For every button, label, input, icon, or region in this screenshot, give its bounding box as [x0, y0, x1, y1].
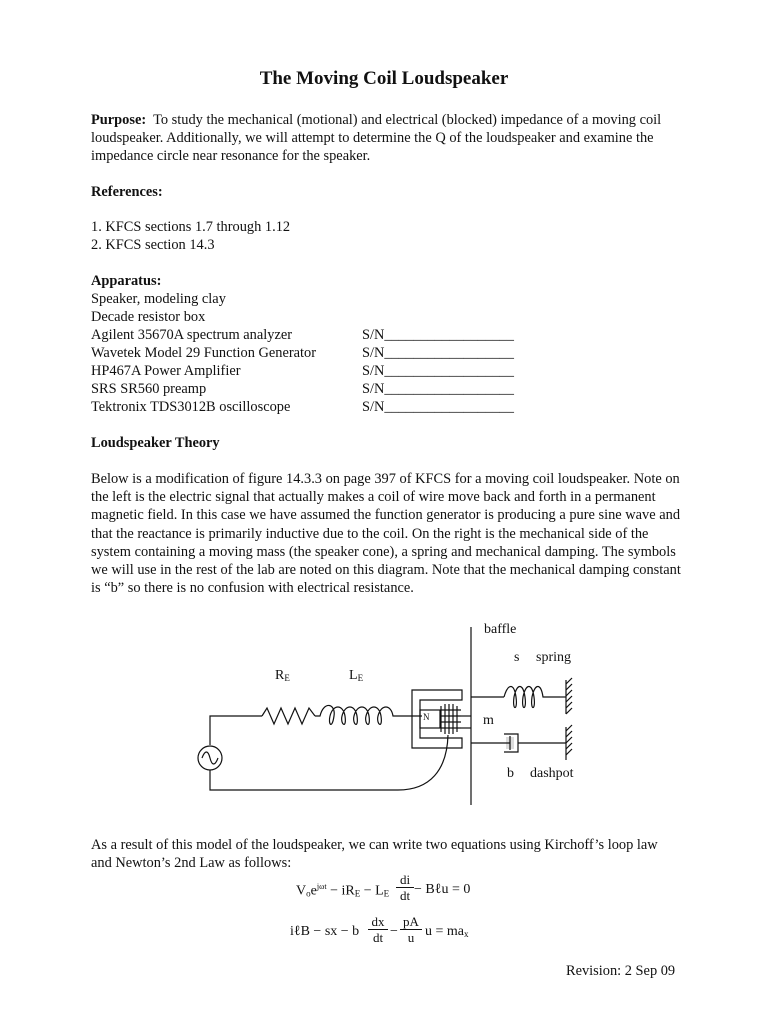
serial-number-blank: S/N__________________: [362, 363, 514, 379]
spring-label: spring: [536, 650, 571, 665]
apparatus-item: Wavetek Model 29 Function Generator: [91, 345, 317, 361]
dashpot-label: dashpot: [530, 766, 574, 781]
reference-item: 1. KFCS sections 1.7 through 1.12: [91, 219, 291, 235]
serial-number-blank: S/N__________________: [362, 345, 514, 361]
inductance-label: $L_E$: [349, 668, 364, 683]
resistor-symbol: [262, 708, 315, 724]
apparatus-item: SRS SR560 preamp: [91, 381, 207, 397]
theory-paragraph: Below is a modification of figure 14.3.3 on page 397 of KFCS for a moving coil loudspeaker. Note on the left is the electric signal that actually makes a coil of wire move back and forth in a permanent magnetic field. In this case we have assumed the function generator is producing a pure sine wave and that the reactance is primarily inductive due to the coil. On the right is the mechanical side of the system containing a moving mass (the speaker cone), a spring and mechanical damping. The symbols we will use in the rest of the lab are noted on this diagram. Note that the mechanical damping constant is “b” so there is no confusion with electrical resistance.: [91, 471, 681, 597]
equation-minus: −: [390, 924, 398, 939]
purpose-label: Purpose:: [91, 112, 147, 128]
apparatus-item: Tektronix TDS3012B oscilloscope: [91, 399, 291, 415]
north-pole-label: N: [423, 712, 430, 722]
equation-fraction-pa-u: $\frac{pA}{u}$: [400, 914, 422, 945]
inductor-symbol: [330, 707, 404, 724]
apparatus-item: Decade resistor box: [91, 309, 206, 325]
references-heading: References:: [91, 184, 163, 200]
equation-newton: iℓB − sx − b: [290, 924, 360, 939]
theory-heading: Loudspeaker Theory: [91, 435, 220, 451]
apparatus-heading: Apparatus:: [91, 273, 162, 289]
reference-item: 2. KFCS section 14.3: [91, 237, 215, 253]
equation-newton-tail: $u = ma_x$: [425, 924, 469, 939]
mass-label: m: [483, 713, 494, 728]
loudspeaker-circuit-diagram: [0, 620, 768, 820]
serial-number-blank: S/N__________________: [362, 327, 514, 343]
equation-kirchoff: $V_oe^{j\omega t} - iR_E - L_E$: [296, 882, 390, 899]
serial-number-blank: S/N__________________: [362, 381, 514, 397]
purpose-paragraph: [91, 111, 681, 166]
apparatus-item: HP467A Power Amplifier: [91, 363, 241, 379]
apparatus-item: Speaker, modeling clay: [91, 291, 226, 307]
equation-fraction-dx-dt: $\frac{dx}{dt}$: [368, 914, 388, 945]
equation-kirchoff-tail: − Bℓu = 0: [414, 882, 471, 897]
apparatus-item: Agilent 35670A spectrum analyzer: [91, 327, 293, 343]
circuit-wire: [210, 716, 262, 745]
spring-symbol: [504, 687, 560, 708]
spring-constant-label: s: [514, 650, 520, 665]
serial-number-blank: S/N__________________: [362, 399, 514, 415]
baffle-label: baffle: [484, 622, 517, 637]
resistance-label: $R_E$: [275, 668, 290, 683]
page-title: The Moving Coil Loudspeaker: [259, 68, 509, 89]
purpose-text: To study the mechanical (motional) and electrical (blocked) impedance of a moving coil loudspeaker. Additionally, we will attempt to determine the Q of the loudspeaker and examine the impedance circle near resonance for the speaker.: [91, 112, 662, 165]
result-text: As a result of this model of the loudspeaker, we can write two equations using Kirchoff’s loop law and Newton’s 2nd Law as follows:: [91, 837, 658, 872]
revision-footer: Revision: 2 Sep 09: [566, 963, 676, 979]
damping-label: b: [507, 766, 514, 781]
equation-fraction-di-dt: $\frac{di}{dt}$: [396, 872, 414, 903]
result-paragraph: [91, 836, 681, 872]
